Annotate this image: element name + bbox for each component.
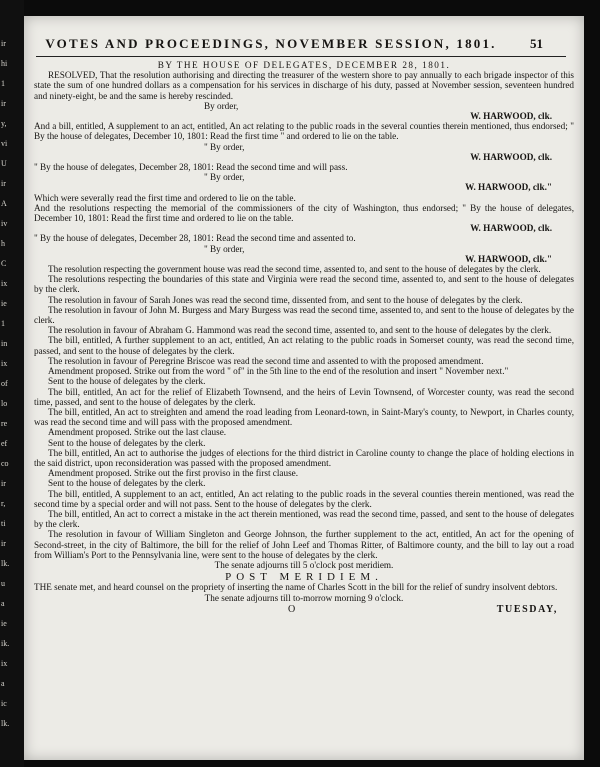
proceedings-line: The senate adjourns till 5 o'clock post meridiem. (214, 559, 394, 570)
margin-fragment: C (1, 260, 7, 268)
proceedings-line: " By the house of delegates, December 28, 1801: Read the second time and will pass. (34, 162, 348, 173)
margin-fragment: hi (1, 60, 8, 68)
margin-fragment: lk. (1, 560, 10, 568)
margin-fragment: ir (1, 480, 6, 488)
margin-fragment: of (1, 380, 8, 388)
margin-fragment: a (1, 680, 5, 688)
proceedings-line: Sent to the house of delegates by the clerk. (48, 478, 206, 489)
margin-fragment: lo (1, 400, 8, 408)
margin-fragment: 1 (1, 320, 5, 328)
proceedings-line: The bill, entitled, An act to streighten and amend the road leading from Leonard-town, in Saint-Mary's county, to Newport, in Charles county, was read the second time and will pass with the proposed amendment. (34, 406, 574, 428)
proceedings-line: Sent to the house of delegates by the clerk. (48, 437, 206, 448)
proceedings-line: W. HARWOOD, clk." (465, 253, 552, 264)
margin-fragment: y, (1, 120, 7, 128)
proceedings-line: And the resolutions respecting the memorial of the commissioners of the city of Washington, thus endorsed; " By the house of delegates, December 10, 1801: Read the first time and ordered to lie on the table. (34, 202, 574, 224)
proceedings-line: RESOLVED, That the resolution authorising and directing the treasurer of the western shore to pay annually to each brigade inspector of this state the sum of one hundred dollars as a compensation for his services in discharge of his duty, passed at November session, seventeen hundred and ninety-eight, be and the same is hereby rescinded. (34, 70, 574, 101)
margin-fragment: lk. (1, 720, 10, 728)
margin-fragment: A (1, 200, 7, 208)
running-head (24, 36, 584, 54)
margin-fragment: ik. (1, 640, 10, 648)
proceedings-line: The resolution respecting the government house was read the second time, assented to, and sent to the house of delegates by the clerk. (48, 264, 541, 275)
body-text (34, 60, 574, 617)
margin-fragment: re (1, 420, 8, 428)
proceedings-line: W. HARWOOD, clk. (470, 223, 552, 234)
page-number: 51 (530, 36, 543, 51)
margin-fragment: r, (1, 500, 6, 508)
proceedings-line: W. HARWOOD, clk." (465, 182, 552, 193)
margin-fragment: ti (1, 520, 6, 528)
margin-fragment: ic (1, 700, 7, 708)
proceedings-line: And a bill, entitled, A supplement to an act, entitled, An act relating to the public roads in the several counties therein mentioned, thus endorsed; " By the house of delegates, December 10, 1801: Read the first time " and ordered to lie on the table. (34, 121, 574, 142)
margin-fragment: u (1, 580, 5, 588)
proceedings-line: Amendment proposed. Strike out the first proviso in the first clause. (48, 468, 299, 479)
margin-fragment: h (1, 240, 5, 248)
proceedings-line: " By order, (204, 141, 245, 152)
page-title: VOTES AND PROCEEDINGS, NOVEMBER SESSION, 1801. (45, 36, 497, 51)
document-page (24, 16, 584, 760)
header-rule (36, 56, 566, 57)
proceedings-line: W. HARWOOD, clk. (470, 151, 552, 162)
proceedings-line: Amendment proposed. Strike out from the word " of" in the 5th line to the end of the resolution and insert " November next." (48, 366, 509, 377)
margin-fragment: 1 (1, 80, 5, 88)
proceedings-line: BY THE HOUSE OF DELEGATES, DECEMBER 28, 1801. (157, 60, 451, 70)
margin-fragment: ix (1, 360, 8, 368)
proceedings-line: The resolution in favour of Sarah Jones was read the second time, dissented from, and sent to the house of delegates by the clerk. (48, 294, 523, 305)
adjournment-line: The senate adjourns till to-morrow morning 9 o'clock. (204, 592, 404, 603)
proceedings-line: Amendment proposed. Strike out the last clause. (48, 427, 227, 438)
signature-mark: O (288, 603, 296, 615)
proceedings-line: W. HARWOOD, clk. (470, 111, 552, 122)
margin-fragment: co (1, 460, 9, 468)
margin-fragment: ef (1, 440, 8, 448)
proceedings-line: The bill, entitled, A further supplement to an act, entitled, An act relating to the public roads in Somerset county, was read the second time, passed, and sent to the house of delegates by the clerk. (34, 335, 574, 356)
proceedings-line: The bill, entitled, An act to authorise the judges of elections for the third district in Caroline county to change the place of holding elections in the said district, upon reconsideration was passed with the proposed amendment. (34, 447, 574, 468)
margin-fragment: ix (1, 280, 8, 288)
proceedings-line: The resolution in favour of William Singleton and George Johnson, the further supplement to the act, entitled, An act for the opening of Second-street, in the city of Baltimore, the bill for the relief of John Leef and Thomas Ritter, of Baltimore county, and the bill to lay out a road from William's Port to the Pennsylvania line, were sent to the house of delegates by the clerk. (34, 529, 574, 560)
proceedings-line: " By order, (204, 243, 245, 254)
proceedings-lines (34, 60, 574, 570)
margin-fragment: a (1, 600, 5, 608)
proceedings-line: The resolution in favour of Abraham G. Hammond was read the second time, assented to, and sent to the house of delegates by the clerk. (48, 325, 552, 336)
margin-fragment: iv (1, 220, 8, 228)
proceedings-line: " By the house of delegates, December 28, 1801: Read the second time and assented to. (34, 233, 356, 244)
margin-fragment: ir (1, 100, 6, 108)
margin-fragment: vi (1, 140, 8, 148)
catchword: TUESDAY, (496, 603, 558, 615)
proceedings-line: The resolution in favour of Peregrine Briscoe was read the second time and assented to with the proposed amendment. (48, 355, 484, 366)
proceedings-line: The bill, entitled, A supplement to an act, entitled, An act relating to the public roads in the several counties therein mentioned, was read the second time by a special order and will not pass. Sent to the house of delegates by the clerk. (34, 488, 574, 509)
margin-fragment: ie (1, 620, 7, 628)
post-meridiem-text: THE senate met, and heard counsel on the propriety of inserting the name of Charles Scott in the bill for the relief of sundry insolvent debtors. (34, 582, 558, 593)
margin-fragment: U (1, 160, 7, 168)
post-meridiem-heading: POST MERIDIEM. (225, 571, 383, 584)
page-footer (34, 605, 574, 617)
margin-fragment: ir (1, 540, 6, 548)
proceedings-line: The resolutions respecting the boundaries of this state and Virginia were read the second time, assented to, and sent to the house of delegates by the clerk. (34, 274, 574, 295)
proceedings-line: Which were severally read the first time and ordered to lie on the table. (34, 192, 296, 203)
proceedings-line: The resolution in favour of John M. Burgess and Mary Burgess was read the second time, assented to, and sent to the house of delegates by the clerk. (34, 304, 574, 326)
margin-fragment: ix (1, 660, 8, 668)
proceedings-line: By order, (204, 100, 239, 111)
proceedings-line: Sent to the house of delegates by the clerk. (48, 376, 206, 387)
margin-fragment: ir (1, 40, 6, 48)
proceedings-line: The bill, entitled, An act for the relief of Elizabeth Townsend, and the heirs of Levin Townsend, of Worcester county, was read the second time, passed, and sent to the house of delegates by the clerk. (34, 386, 574, 407)
proceedings-line: " By order, (204, 172, 245, 183)
proceedings-line: The bill, entitled, An act to correct a mistake in the act therein mentioned, was read the second time, passed, and sent to the house of delegates by the clerk. (34, 508, 574, 530)
margin-fragment: ir (1, 180, 6, 188)
margin-fragment: in (1, 340, 8, 348)
margin-fragment: ie (1, 300, 7, 308)
